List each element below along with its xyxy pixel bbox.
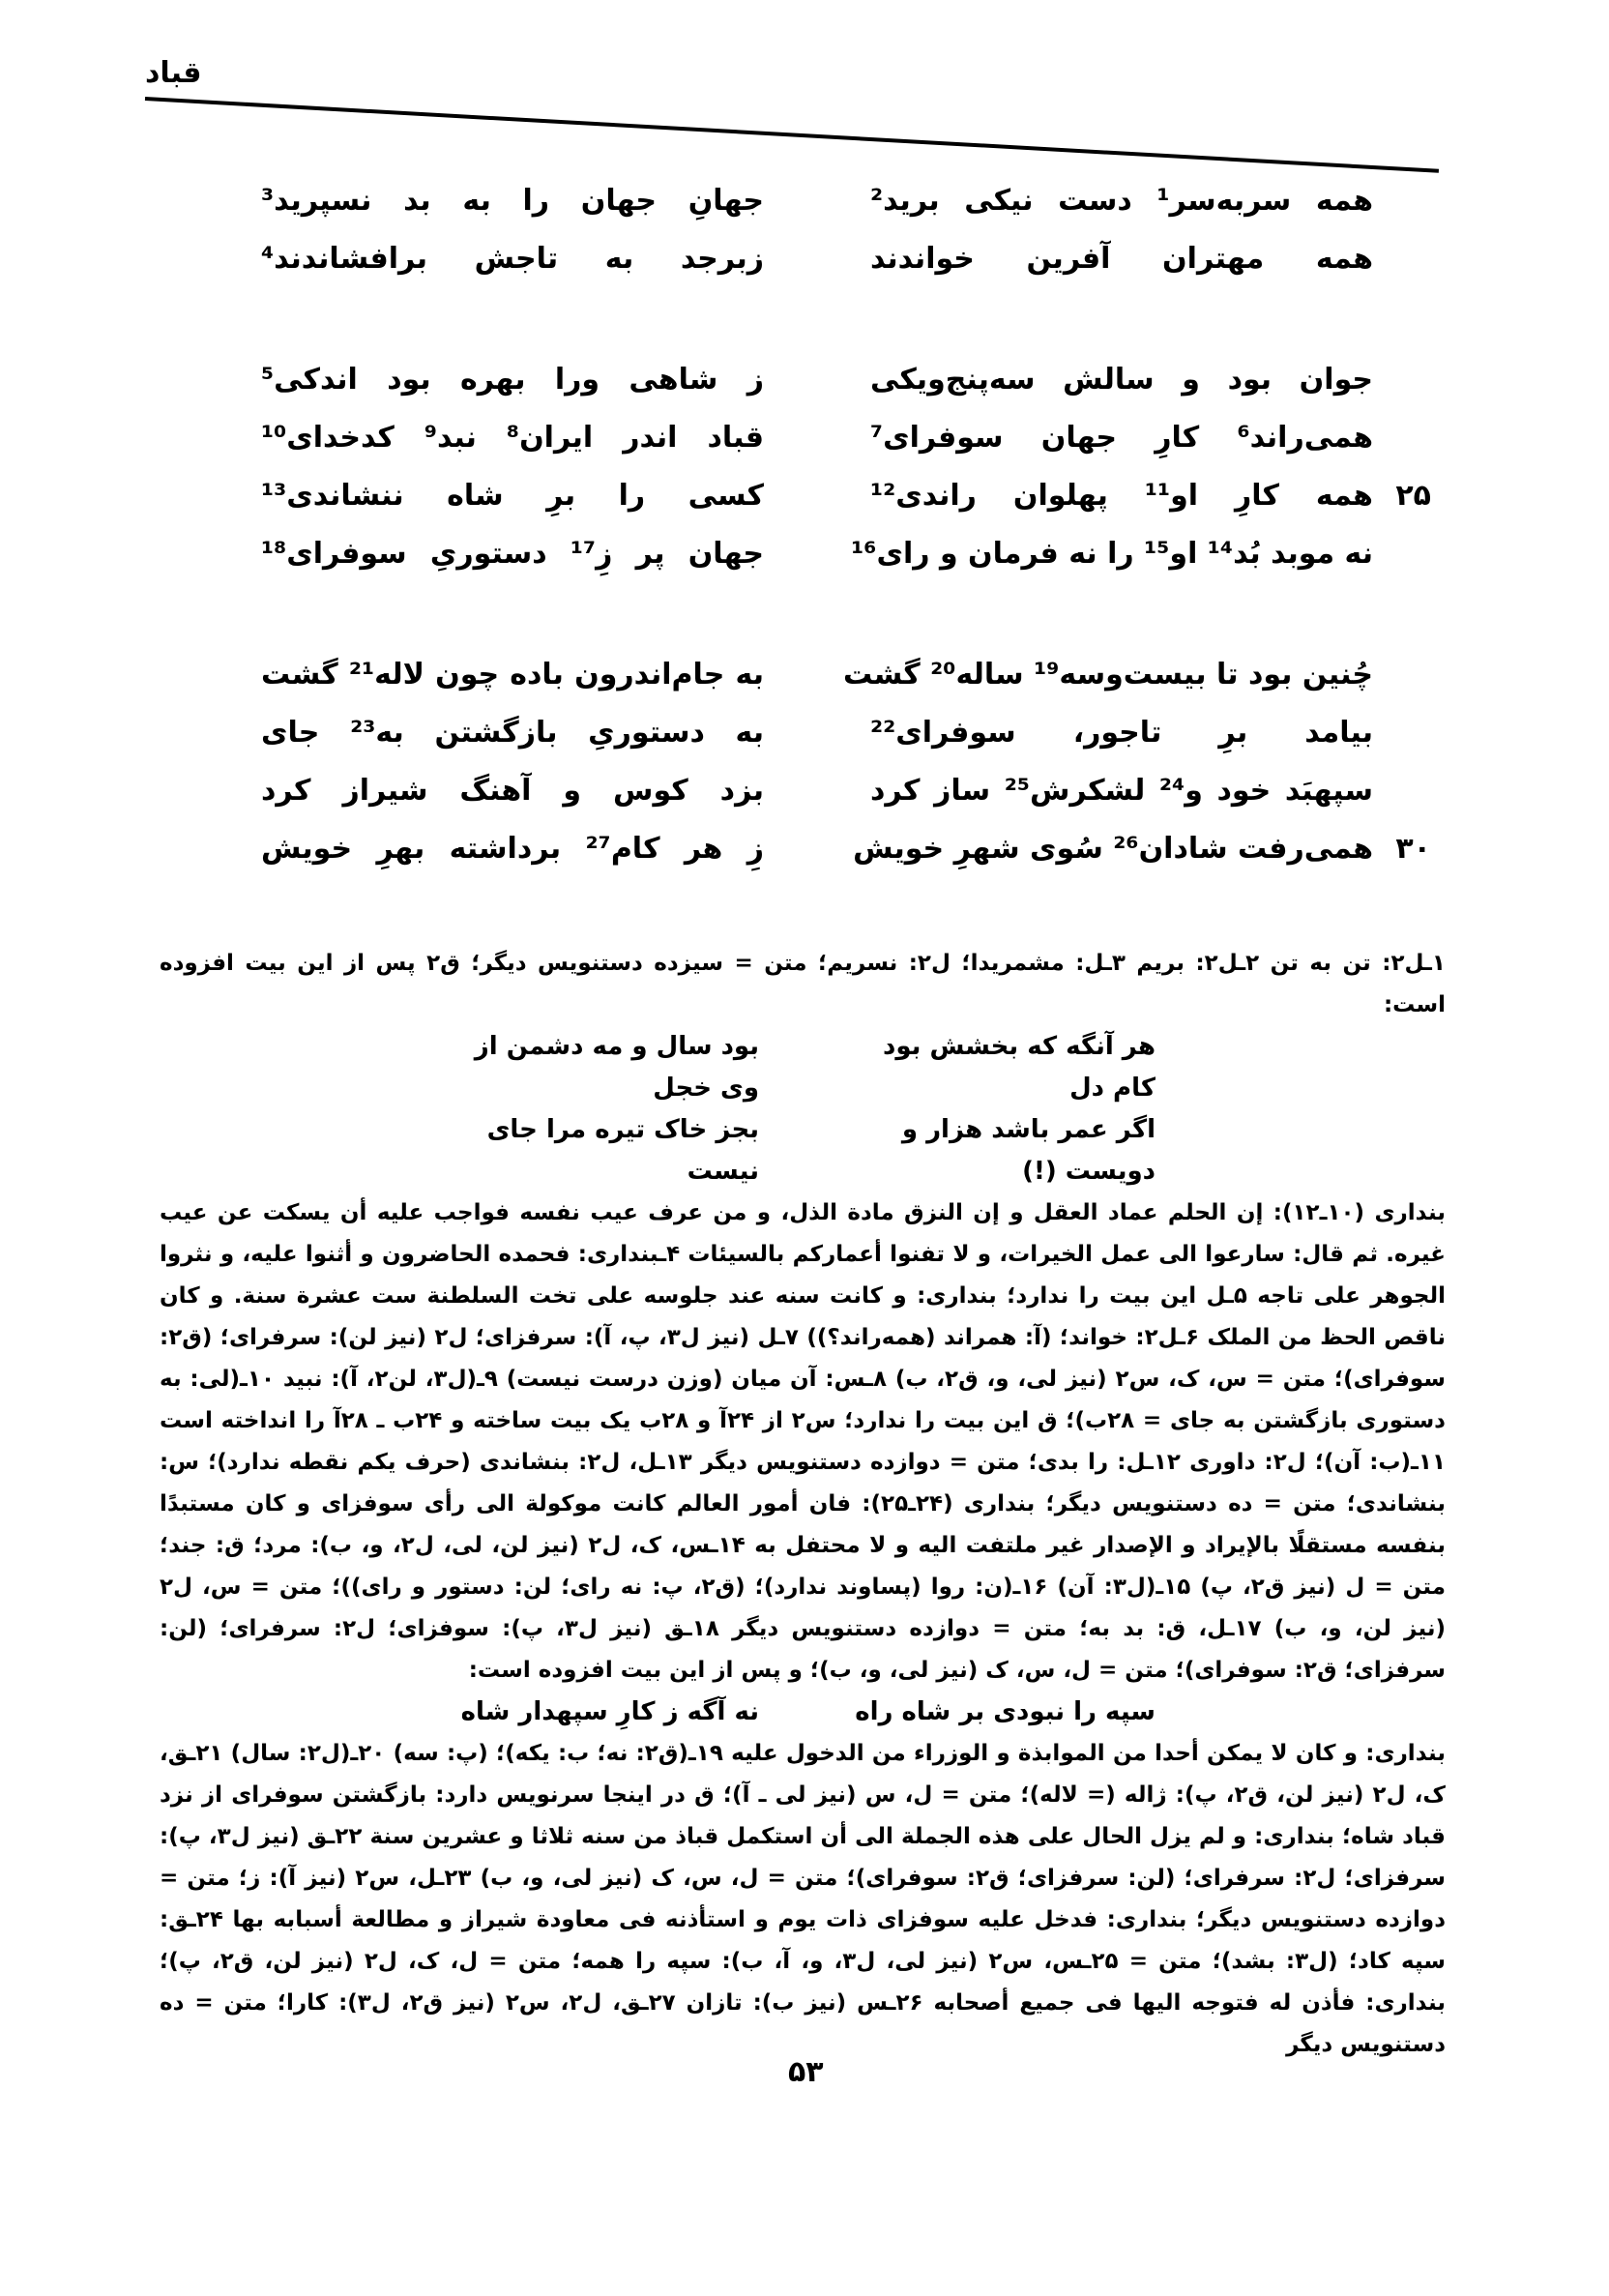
verse-couplet bbox=[261, 832, 1431, 890]
verse-couplet bbox=[261, 421, 1373, 479]
first-hemistich: نه موبد بُد¹⁴ او¹⁵ را نه فرمان و رای¹⁶ bbox=[851, 537, 1373, 571]
header-divider bbox=[145, 97, 1439, 173]
added-hemistich: سپه را نبودی بر شاه راه bbox=[855, 1697, 1156, 1726]
verse-couplet bbox=[261, 774, 1373, 832]
verse-couplet bbox=[261, 479, 1431, 537]
first-hemistich: بیامد برِ تاجور، سوفرای²² bbox=[870, 716, 1373, 750]
added-hemistich: بود سال و مه دشمن از وی خجل bbox=[474, 1032, 759, 1103]
second-hemistich: کسی را برِ شاه ننشاندی¹³ bbox=[261, 479, 764, 513]
footnotes bbox=[160, 943, 1446, 2066]
footnote-paragraph: بنداری (۱۰ـ۱۲): إن الحلم عماد العقل و إن النزق مادة الذل، و من عرف عیب نفسه فواجب علیه أن یسکت عن عیب غیره. ثم قال: سارعوا الی عمل الخیرات، و لا تفنوا أعمارکم بالسیئات ۴ـبنداری: فحمده الحاضرون و أثنوا علیه، و نثروا الجوهر علی تاجه ۵ـل این بیت را ندارد؛ بنداری: و کانت سنه عند جلوسه علی تخت السلطنة ست عشرة سنة. و کان ناقص الحظ من الملک ۶ـل۲: خواند؛ (آ: همراند (همه‌راند؟)) ۷ـل (نیز ل۳، پ، آ): سرفزای؛ ل۲ (نیز لن): سرفرای؛ (ق۲: سوفرای)؛ متن = س، ک، س۲ (نیز لی، و، ق۲، ب) ۸ـس: آن میان (وزن درست نیست) ۹ـ(ل۳، لن۲، آ): نبید ۱۰ـ(لی: به دستوری بازگشتن به جای = ۲۸ب)؛ ق این بیت را ندارد؛ س۲ از ۲۴آ و ۲۸ب یک بیت ساخته و ۲۴ب ـ ۲۸آ را انداخته است ۱۱ـ(ب: آن)؛ ل۲: داوری ۱۲ـل: را بدی؛ متن = دوازده دستنویس دیگر ۱۳ـل، ل۲: بنشاندی (حرف یکم نقطه ندارد)؛ س: بنشاندی؛ متن = ده دستنویس دیگر؛ بنداری (۲۴ـ۲۵): فان أمور العالم کانت موکولة الی رأی سوفزای و کان مستبدًا بنفسه مستقلًا بالإیراد و الإصدار غیر ملتفت الیه و لا محتفل به ۱۴ـس، ک، ل۲ (نیز لن، لی، ل۲، و، ب): مرد؛ ق: جند؛ متن = ل (نیز ق۲، پ) ۱۵ـ(ل۳: آن) ۱۶ـ(ن: روا (پساوند ندارد)؛ (ق۲، پ: نه رای؛ لن: دستور و رای))؛ متن = س، ل۲ (نیز لن، و، ب) ۱۷ـل، ق: بد به؛ متن = دوازده دستنویس دیگر ۱۸ـق (نیز ل۳، پ): سوفزای؛ ل۲: سرفرای؛ (لن: سرفزای؛ ق۲: سوفرای)؛ متن = ل، س، ک (نیز لی، و، ب)؛ و پس از این بیت افزوده است: bbox=[160, 1200, 1447, 1683]
verse-couplet bbox=[261, 184, 1373, 242]
verse-couplet bbox=[261, 658, 1373, 716]
first-hemistich: همی‌راند⁶ کارِ جهان سوفرای⁷ bbox=[870, 421, 1373, 455]
verse-stanza-1 bbox=[261, 184, 1373, 300]
second-hemistich: جهان پر زِ¹⁷ دستوریِ سوفرای¹⁸ bbox=[261, 537, 764, 571]
page-number: ۵۳ bbox=[788, 2055, 824, 2089]
second-hemistich: جهانِ جهان را به بد نسپرید³ bbox=[261, 184, 764, 218]
second-hemistich: قباد اندر ایران⁸ نبد⁹ کدخدای¹⁰ bbox=[261, 421, 764, 455]
verse-stanza-2 bbox=[261, 363, 1431, 595]
verse-couplet bbox=[261, 363, 1373, 421]
verse-couplet bbox=[261, 537, 1373, 595]
second-hemistich: به جام‌اندرون باده چون لاله²¹ گشت bbox=[261, 658, 764, 692]
second-hemistich: زِ هر کام²⁷ برداشته بهرِ خویش bbox=[261, 832, 765, 866]
second-hemistich: زبرجد به تاجش برافشاندند⁴ bbox=[261, 242, 764, 276]
second-hemistich: ز شاهی ورا بهره بود اندکی⁵ bbox=[261, 363, 764, 397]
footnote-paragraph: بنداری: و کان لا یمکن أحدا من الموابذة و الوزراء من الدخول علیه ۱۹ـ(ق۲: نه؛ ب: یکه)؛ (پ: سه) ۲۰ـ(ل۲: سال) ۲۱ـق، ک، ل۲ (نیز لن، ق۲، پ): ژاله (= لاله)؛ متن = ل، س (نیز لی ـ آ)؛ ق در اینجا سرنویس دارد: بازگشتن سوفرای از نزد قباد شاه؛ بنداری: و لم یزل الحال علی هذه الجملة الی أن استکمل قباذ من سنه ثلاثا و عشرین سنة ۲۲ـق (نیز ل۳، پ): سرفزای؛ ل۲: سرفرای؛ (لن: سرفزای؛ ق۲: سوفرای)؛ متن = ل، س، ک (نیز لی، و، ب) ۲۳ـل، س۲ (نیز آ): ز؛ متن = دوازده دستنویس دیگر؛ بنداری: فدخل علیه سوفزای ذات یوم و استأذنه فی معاودة شیراز و مطالعة أسبابه بها ۲۴ـق: سپه کاد؛ (ل۳: بشد)؛ متن = ۲۵ـس، س۲ (نیز لی، ل۳، و، آ، ب): سپه را همه؛ متن = ل، ک، ل۲ (نیز لن، ق۲، پ)؛ بنداری: فأذن له فتوجه الیها فی جمیع أصحابه ۲۶ـس (نیز ب): تازان ۲۷ـق، ل۲، س۲ (نیز ق۲، ل۳): کارا؛ متن = ده دستنویس دیگر bbox=[160, 1741, 1447, 2057]
added-hemistich: بجز خاک تیره مرا جای نیست bbox=[486, 1115, 759, 1186]
running-header-title: قباد bbox=[145, 56, 202, 90]
first-hemistich: چُنین بود تا بیست‌وسه¹⁹ ساله²⁰ گشت bbox=[842, 658, 1373, 692]
first-hemistich: همه سربه‌سر¹ دست نیکی برید² bbox=[870, 184, 1373, 218]
verse-couplet bbox=[261, 242, 1373, 300]
verse-number: ۲۵ bbox=[1395, 479, 1431, 513]
first-hemistich: سپهبَد خود و²⁴ لشکرش²⁵ ساز کرد bbox=[870, 774, 1373, 808]
verse-number: ۳۰ bbox=[1395, 832, 1431, 866]
added-hemistich: نه آگه ز کارِ سپهدار شاه bbox=[460, 1697, 759, 1726]
first-hemistich: همه کارِ او¹¹ پهلوان راندی¹² bbox=[870, 479, 1373, 513]
verse-stanza-3 bbox=[261, 658, 1431, 890]
added-couplet bbox=[160, 1109, 1446, 1192]
added-hemistich: اگر عمر باشد هزار و دویست (!) bbox=[901, 1115, 1156, 1186]
added-hemistich: هر آنگه که بخشش بود کام دل bbox=[883, 1032, 1156, 1103]
verse-couplet bbox=[261, 716, 1373, 774]
added-couplet bbox=[160, 1692, 1446, 1733]
first-hemistich: همه مهتران آفرین خواندند bbox=[870, 242, 1373, 276]
added-couplet bbox=[160, 1026, 1446, 1109]
footnote-line: ۱ـل۲: تن به تن ۲ـل۲: بریم ۳ـل: مشمریدا؛ ل۲: نسریم؛ متن = سیزده دستنویس دیگر؛ ق۲ پس از این بیت افزوده است: bbox=[160, 951, 1446, 1017]
first-hemistich: جوان بود و سالش سه‌پنج‌ویکی bbox=[870, 363, 1373, 397]
second-hemistich: به دستوریِ بازگشتن به²³ جای bbox=[261, 716, 765, 750]
second-hemistich: بزد کوس و آهنگ شیراز کرد bbox=[261, 774, 764, 808]
first-hemistich: همی‌رفت شادان²⁶ سُوی شهرِ خویش bbox=[853, 832, 1373, 866]
